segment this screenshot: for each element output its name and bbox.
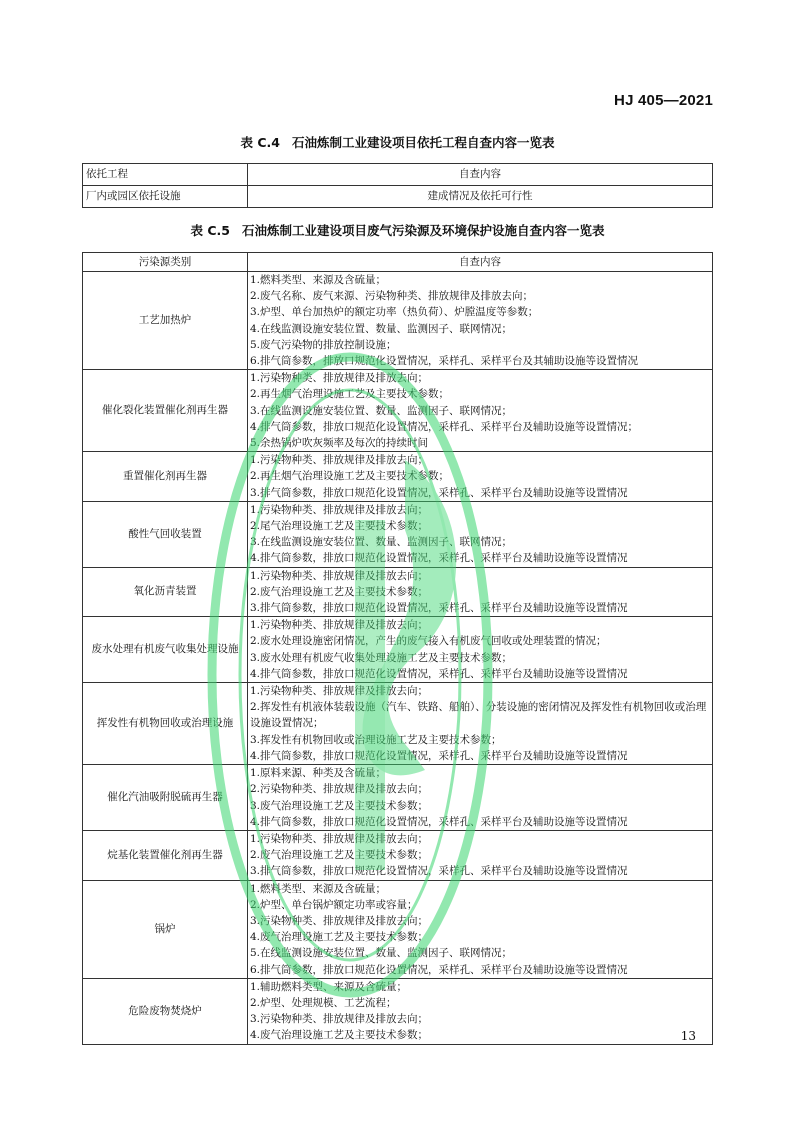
table-c4-title: 石油炼制工业建设项目依托工程自查内容一览表	[291, 135, 555, 150]
check-item: 4.废气治理设施工艺及主要技术参数；	[250, 1029, 429, 1042]
source-category-cell: 催化汽油吸附脱硫再生器	[83, 765, 248, 831]
check-item: 3.废气治理设施工艺及主要技术参数；	[250, 799, 429, 812]
table-row	[83, 830, 713, 880]
table-row	[83, 186, 713, 208]
table-c5-header-category: 污染源类别	[83, 253, 248, 272]
check-content-cell	[248, 978, 713, 1044]
check-item: 3.污染物种类、排放规律及排放去向；	[250, 1013, 429, 1026]
check-content-cell	[248, 617, 713, 683]
check-item: 2.炉型、单台锅炉额定功率或容量；	[250, 898, 418, 911]
table-row	[83, 978, 713, 1044]
check-item: 3.炉型、单台加热炉的额定功率（热负荷）、炉膛温度等参数；	[250, 306, 539, 319]
check-item: 2.废气治理设施工艺及主要技术参数；	[250, 585, 429, 598]
source-category-cell: 催化裂化装置催化剂再生器	[83, 370, 248, 452]
table-row	[83, 370, 713, 452]
check-item: 1.污染物种类、排放规律及排放去向；	[250, 685, 429, 698]
table-row	[83, 452, 713, 502]
check-item: 4.排气筒参数，排放口规范化设置情况，采样孔、采样平台及辅助设施等设置情况	[250, 552, 628, 565]
check-item: 4.排气筒参数，排放口规范化设置情况，采样孔、采样平台及辅助设施等设置情况	[250, 667, 628, 680]
check-item: 1.污染物种类、排放规律及排放去向；	[250, 503, 429, 516]
source-category-cell: 烷基化装置催化剂再生器	[83, 830, 248, 880]
table-c5-body	[83, 272, 713, 1045]
check-item: 1.辅助燃料类型、来源及含硫量；	[250, 980, 408, 993]
check-item: 4.排气筒参数，排放口规范化设置情况，采样孔、采样平台及辅助设施等设置情况	[250, 815, 628, 828]
check-item: 4.在线监测设施安装位置、数量、监测因子、联网情况；	[250, 322, 513, 335]
check-item: 3.排气筒参数，排放口规范化设置情况，采样孔、采样平台及辅助设施等设置情况	[250, 486, 628, 499]
page-number: 13	[680, 1029, 696, 1043]
table-row	[83, 880, 713, 978]
check-item: 2.废水处理设施密闭情况，产生的废气接入有机废气回收或处理装置的情况；	[250, 635, 607, 648]
source-category-cell: 重置催化剂再生器	[83, 452, 248, 502]
table-row	[83, 567, 713, 617]
check-item: 3.在线监测设施安装位置、数量、监测因子、联网情况；	[250, 404, 513, 417]
source-category-cell: 酸性气回收装置	[83, 501, 248, 567]
check-item: 3.排气筒参数，排放口规范化设置情况，采样孔、采样平台及辅助设施等设置情况	[250, 602, 628, 615]
table-c4-content-cell: 建成情况及依托可行性	[248, 186, 713, 208]
table-row	[83, 765, 713, 831]
table-row	[83, 617, 713, 683]
standard-code: HJ 405—2021	[614, 92, 713, 109]
check-item: 3.挥发性有机物回收或治理设施工艺及主要技术参数；	[250, 733, 502, 746]
table-c5-caption	[82, 221, 713, 239]
check-item: 1.污染物种类、排放规律及排放去向；	[250, 372, 429, 385]
table-c5-header-content: 自查内容	[248, 253, 713, 272]
check-item: 3.排气筒参数，排放口规范化设置情况，采样孔、采样平台及辅助设施等设置情况	[250, 865, 628, 878]
check-item: 2.废气名称、废气来源、污染物种类、排放规律及排放去向；	[250, 290, 534, 303]
table-c4-header-item: 依托工程	[83, 164, 248, 186]
check-content-cell	[248, 452, 713, 502]
table-c5-header-row	[83, 253, 713, 272]
source-category-cell: 废水处理有机废气收集处理设施	[83, 617, 248, 683]
check-item: 3.废水处理有机废气收集处理设施工艺及主要技术参数；	[250, 651, 513, 664]
table-row	[83, 683, 713, 765]
check-content-cell	[248, 765, 713, 831]
check-item: 1.污染物种类、排放规律及排放去向；	[250, 569, 429, 582]
source-category-cell: 挥发性有机物回收或治理设施	[83, 683, 248, 765]
check-item: 3.污染物种类、排放规律及排放去向；	[250, 914, 429, 927]
source-category-cell: 危险废物焚烧炉	[83, 978, 248, 1044]
check-item: 2.挥发性有机液体装载设施（汽车、铁路、船舶）、分装设施的密闭情况及挥发性有机物回收或治理设施设置情况；	[250, 701, 707, 730]
check-item: 4.排气筒参数，排放口规范化设置情况，采样孔、采样平台及辅助设施等设置情况；	[250, 420, 639, 433]
check-item: 1.燃料类型、来源及含硫量；	[250, 274, 387, 286]
check-item: 1.污染物种类、排放规律及排放去向；	[250, 619, 429, 632]
check-content-cell	[248, 830, 713, 880]
table-c4-number: 表 C.4	[240, 135, 280, 150]
check-item: 2.炉型、处理规模、工艺流程；	[250, 996, 397, 1009]
table-row	[83, 272, 713, 370]
check-content-cell	[248, 370, 713, 452]
check-content-cell	[248, 880, 713, 978]
table-c4	[82, 163, 713, 208]
check-item: 1.污染物种类、排放规律及排放去向；	[250, 832, 429, 845]
check-item: 4.排气筒参数，排放口规范化设置情况，采样孔、采样平台及辅助设施等设置情况	[250, 749, 628, 762]
check-item: 5.余热锅炉吹灰频率及每次的持续时间	[250, 437, 429, 450]
check-item: 1.原料来源、种类及含硫量；	[250, 767, 387, 780]
check-item: 2.再生烟气治理设施工艺及主要技术参数；	[250, 470, 450, 483]
check-item: 1.燃料类型、来源及含硫量；	[250, 882, 387, 895]
table-c4-header-content: 自查内容	[248, 164, 713, 186]
table-c5-title: 石油炼制工业建设项目废气污染源及环境保护设施自查内容一览表	[241, 223, 605, 238]
check-item: 2.污染物种类、排放规律及排放去向；	[250, 783, 429, 796]
table-c5-number: 表 C.5	[190, 223, 230, 238]
check-item: 4.废气治理设施工艺及主要技术参数；	[250, 931, 429, 944]
table-row	[83, 501, 713, 567]
source-category-cell: 锅炉	[83, 880, 248, 978]
check-item: 2.尾气治理设施工艺及主要技术参数；	[250, 520, 429, 533]
check-item: 3.在线监测设施安装位置、数量、监测因子、联网情况；	[250, 536, 513, 549]
check-item: 2.废气治理设施工艺及主要技术参数；	[250, 849, 429, 862]
check-item: 6.排气筒参数，排放口规范化设置情况，采样孔、采样平台及其辅助设施等设置情况	[250, 355, 639, 368]
check-item: 5.废气污染物的排放控制设施；	[250, 338, 397, 351]
check-content-cell	[248, 683, 713, 765]
table-c5	[82, 252, 713, 1045]
check-content-cell	[248, 501, 713, 567]
source-category-cell: 氧化沥青装置	[83, 567, 248, 617]
check-item: 5.在线监测设施安装位置、数量、监测因子、联网情况；	[250, 947, 513, 960]
table-c4-item-cell: 厂内或园区依托设施	[83, 186, 248, 208]
check-content-cell	[248, 272, 713, 370]
check-content-cell	[248, 567, 713, 617]
check-item: 2.再生烟气治理设施工艺及主要技术参数；	[250, 388, 450, 401]
check-item: 6.排气筒参数，排放口规范化设置情况，采样孔、采样平台及辅助设施等设置情况	[250, 963, 628, 976]
table-c4-caption	[82, 133, 713, 151]
source-category-cell: 工艺加热炉	[83, 272, 248, 370]
table-c4-header-row	[83, 164, 713, 186]
check-item: 1.污染物种类、排放规律及排放去向；	[250, 454, 429, 467]
